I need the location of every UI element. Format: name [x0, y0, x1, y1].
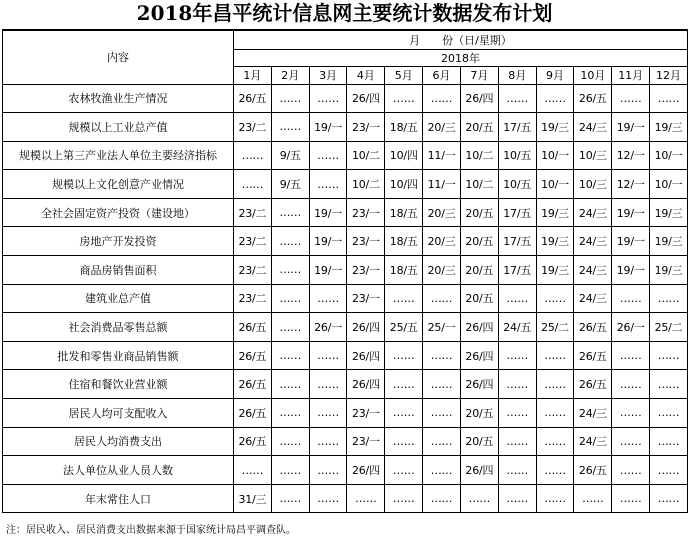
schedule-cell: 10/五 [498, 141, 536, 170]
schedule-cell: 20/五 [460, 256, 498, 285]
schedule-cell: 12/一 [612, 170, 650, 199]
schedule-cell: 19/一 [309, 198, 347, 227]
schedule-cell: …… [612, 84, 650, 113]
month-header: 1月 [234, 66, 272, 84]
schedule-cell: …… [650, 484, 688, 513]
schedule-cell: …… [271, 284, 309, 313]
schedule-cell: …… [347, 484, 385, 513]
schedule-cell: …… [271, 427, 309, 456]
row-label: 法人单位从业人员人数 [3, 456, 234, 485]
schedule-cell: 11/一 [423, 141, 461, 170]
schedule-cell: …… [650, 456, 688, 485]
schedule-cell: 19/三 [650, 227, 688, 256]
schedule-cell: 26/五 [234, 313, 272, 342]
schedule-cell: 17/五 [498, 256, 536, 285]
schedule-cell: 25/一 [423, 313, 461, 342]
schedule-cell: 26/五 [234, 341, 272, 370]
schedule-cell: …… [498, 427, 536, 456]
schedule-cell: …… [385, 341, 423, 370]
schedule-cell: 26/四 [460, 456, 498, 485]
schedule-cell: …… [650, 370, 688, 399]
schedule-cell: 10/一 [650, 170, 688, 199]
schedule-cell: …… [612, 456, 650, 485]
month-header: 12月 [650, 66, 688, 84]
table-row [3, 84, 688, 113]
schedule-cell: 19/一 [309, 227, 347, 256]
schedule-cell: …… [385, 456, 423, 485]
schedule-table [2, 29, 688, 513]
schedule-cell: …… [309, 84, 347, 113]
row-label: 社会消费品零售总额 [3, 313, 234, 342]
schedule-cell: …… [271, 256, 309, 285]
row-label: 批发和零售业商品销售额 [3, 341, 234, 370]
schedule-cell: 18/五 [385, 113, 423, 142]
month-header: 6月 [423, 66, 461, 84]
schedule-cell: …… [309, 170, 347, 199]
schedule-cell: 26/一 [612, 313, 650, 342]
schedule-cell: 23/一 [347, 427, 385, 456]
schedule-cell: 24/三 [574, 256, 612, 285]
schedule-cell: 23/一 [347, 399, 385, 428]
schedule-cell: …… [536, 399, 574, 428]
table-row [3, 341, 688, 370]
schedule-cell: 26/四 [347, 370, 385, 399]
schedule-cell: 26/五 [574, 313, 612, 342]
schedule-cell: 26/一 [309, 313, 347, 342]
schedule-cell: …… [536, 484, 574, 513]
schedule-cell: 20/三 [423, 198, 461, 227]
schedule-cell: …… [271, 313, 309, 342]
schedule-cell: …… [423, 484, 461, 513]
schedule-cell: 31/三 [234, 484, 272, 513]
schedule-cell: 24/三 [574, 399, 612, 428]
schedule-cell: 26/五 [574, 456, 612, 485]
schedule-cell: …… [234, 170, 272, 199]
schedule-cell: 26/五 [234, 427, 272, 456]
schedule-cell: …… [612, 341, 650, 370]
schedule-cell: 10/一 [650, 141, 688, 170]
schedule-cell: 24/三 [574, 427, 612, 456]
row-label: 建筑业总产值 [3, 284, 234, 313]
schedule-cell: 10/四 [385, 141, 423, 170]
table-row [3, 141, 688, 170]
schedule-cell: …… [498, 484, 536, 513]
year-header: 2018年 [234, 49, 688, 66]
month-header: 9月 [536, 66, 574, 84]
schedule-cell: …… [309, 456, 347, 485]
schedule-cell: 10/二 [460, 170, 498, 199]
row-label: 住宿和餐饮业营业额 [3, 370, 234, 399]
schedule-cell: 10/二 [347, 141, 385, 170]
schedule-cell: …… [309, 399, 347, 428]
schedule-cell: 10/一 [536, 170, 574, 199]
schedule-cell: 26/四 [347, 341, 385, 370]
schedule-cell: 24/五 [498, 313, 536, 342]
table-row [3, 456, 688, 485]
schedule-cell: …… [271, 113, 309, 142]
schedule-cell: …… [612, 484, 650, 513]
schedule-cell: …… [309, 341, 347, 370]
row-label: 商品房销售面积 [3, 256, 234, 285]
schedule-cell: 25/二 [536, 313, 574, 342]
schedule-cell: 23/一 [347, 256, 385, 285]
schedule-cell: 26/四 [460, 313, 498, 342]
table-row [3, 313, 688, 342]
month-header: 8月 [498, 66, 536, 84]
table-row [3, 484, 688, 513]
schedule-cell: 20/五 [460, 284, 498, 313]
schedule-cell: 23/一 [347, 227, 385, 256]
schedule-cell: 20/五 [460, 113, 498, 142]
table-row [3, 370, 688, 399]
schedule-cell: …… [423, 284, 461, 313]
schedule-cell: …… [271, 399, 309, 428]
schedule-cell: 10/三 [574, 170, 612, 199]
schedule-cell: 17/五 [498, 198, 536, 227]
schedule-cell: 25/二 [650, 313, 688, 342]
schedule-cell: …… [536, 341, 574, 370]
schedule-cell: 10/五 [498, 170, 536, 199]
schedule-cell: …… [574, 484, 612, 513]
schedule-cell: 23/一 [347, 113, 385, 142]
schedule-cell: …… [498, 341, 536, 370]
schedule-cell: …… [385, 427, 423, 456]
schedule-cell: 19/三 [650, 198, 688, 227]
schedule-cell: 18/五 [385, 256, 423, 285]
schedule-cell: …… [650, 427, 688, 456]
schedule-cell: …… [650, 84, 688, 113]
schedule-cell: …… [650, 341, 688, 370]
schedule-cell: …… [271, 341, 309, 370]
schedule-cell: 20/三 [423, 227, 461, 256]
schedule-cell: 10/四 [385, 170, 423, 199]
schedule-cell: 19/三 [536, 256, 574, 285]
table-row [3, 399, 688, 428]
schedule-cell: 11/一 [423, 170, 461, 199]
month-header: 3月 [309, 66, 347, 84]
schedule-cell: 26/四 [460, 341, 498, 370]
schedule-cell: …… [536, 427, 574, 456]
schedule-cell: …… [385, 284, 423, 313]
row-label: 农林牧渔业生产情况 [3, 84, 234, 113]
schedule-cell: 23/二 [234, 113, 272, 142]
schedule-cell: 26/五 [234, 399, 272, 428]
schedule-cell: 18/五 [385, 198, 423, 227]
schedule-cell: …… [271, 227, 309, 256]
schedule-cell: …… [612, 370, 650, 399]
table-row [3, 227, 688, 256]
schedule-cell: 23/二 [234, 284, 272, 313]
schedule-cell: 10/一 [536, 141, 574, 170]
schedule-cell: …… [423, 370, 461, 399]
schedule-cell: …… [498, 284, 536, 313]
schedule-cell: 19/一 [612, 113, 650, 142]
schedule-cell: …… [498, 456, 536, 485]
schedule-cell: 26/四 [347, 84, 385, 113]
schedule-cell: …… [271, 198, 309, 227]
schedule-cell: …… [612, 284, 650, 313]
month-header: 10月 [574, 66, 612, 84]
schedule-cell: …… [234, 141, 272, 170]
schedule-cell: 26/四 [460, 84, 498, 113]
month-header: 11月 [612, 66, 650, 84]
row-label: 规模以上第三产业法人单位主要经济指标 [3, 141, 234, 170]
schedule-cell: …… [385, 370, 423, 399]
schedule-cell: 17/五 [498, 227, 536, 256]
schedule-cell: …… [234, 456, 272, 485]
schedule-cell: …… [536, 84, 574, 113]
row-label: 全社会固定资产投资（建设地） [3, 198, 234, 227]
month-header: 5月 [385, 66, 423, 84]
schedule-cell: …… [612, 427, 650, 456]
schedule-cell: 20/五 [460, 427, 498, 456]
schedule-cell: 26/五 [574, 84, 612, 113]
schedule-cell: 24/三 [574, 227, 612, 256]
schedule-cell: 19/一 [309, 113, 347, 142]
schedule-cell: 24/三 [574, 113, 612, 142]
schedule-cell: 24/三 [574, 198, 612, 227]
schedule-cell: …… [423, 456, 461, 485]
schedule-cell: 19/一 [309, 256, 347, 285]
schedule-cell: 26/五 [574, 370, 612, 399]
schedule-cell: 20/三 [423, 256, 461, 285]
schedule-cell: …… [423, 341, 461, 370]
table-row [3, 427, 688, 456]
schedule-cell: …… [498, 370, 536, 399]
table-row [3, 113, 688, 142]
row-label: 规模以上文化创意产业情况 [3, 170, 234, 199]
schedule-cell: 12/一 [612, 141, 650, 170]
schedule-cell: …… [309, 427, 347, 456]
schedule-cell: 19/三 [650, 113, 688, 142]
schedule-cell: 23/一 [347, 198, 385, 227]
schedule-cell: …… [650, 284, 688, 313]
table-row [3, 284, 688, 313]
schedule-cell: 26/五 [234, 84, 272, 113]
schedule-cell: 26/四 [347, 313, 385, 342]
schedule-cell: 23/一 [347, 284, 385, 313]
schedule-cell: …… [271, 84, 309, 113]
schedule-cell: …… [498, 84, 536, 113]
row-label: 规模以上工业总产值 [3, 113, 234, 142]
schedule-cell: …… [423, 427, 461, 456]
schedule-cell: 26/四 [460, 370, 498, 399]
row-label: 房地产开发投资 [3, 227, 234, 256]
month-header: 2月 [271, 66, 309, 84]
schedule-cell: 26/四 [347, 456, 385, 485]
row-label: 居民人均可支配收入 [3, 399, 234, 428]
schedule-cell: …… [498, 399, 536, 428]
schedule-cell: 10/二 [460, 141, 498, 170]
schedule-cell: 23/二 [234, 198, 272, 227]
schedule-cell: 20/五 [460, 227, 498, 256]
schedule-cell: …… [385, 399, 423, 428]
schedule-cell: …… [385, 484, 423, 513]
schedule-cell: 20/五 [460, 198, 498, 227]
schedule-cell: 19/三 [536, 198, 574, 227]
schedule-cell: …… [536, 456, 574, 485]
schedule-cell: …… [536, 370, 574, 399]
schedule-cell: 9/五 [271, 141, 309, 170]
schedule-cell: …… [536, 284, 574, 313]
schedule-cell: …… [309, 141, 347, 170]
schedule-cell: 10/三 [574, 141, 612, 170]
table-row [3, 198, 688, 227]
schedule-cell: 24/三 [574, 284, 612, 313]
table-row [3, 170, 688, 199]
schedule-cell: …… [309, 484, 347, 513]
schedule-cell: 19/一 [612, 198, 650, 227]
schedule-cell: …… [309, 370, 347, 399]
schedule-cell: …… [271, 370, 309, 399]
schedule-cell: 10/二 [347, 170, 385, 199]
schedule-cell: …… [460, 484, 498, 513]
schedule-cell: …… [650, 399, 688, 428]
schedule-cell: 26/五 [574, 341, 612, 370]
schedule-cell: 20/五 [460, 399, 498, 428]
month-header: 4月 [347, 66, 385, 84]
schedule-cell: 17/五 [498, 113, 536, 142]
schedule-cell: …… [271, 456, 309, 485]
month-header: 7月 [460, 66, 498, 84]
schedule-cell: 19/三 [650, 256, 688, 285]
schedule-cell: 18/五 [385, 227, 423, 256]
row-label: 年末常住人口 [3, 484, 234, 513]
footnote: 注：居民收入、居民消费支出数据来源于国家统计局昌平调查队。 [6, 525, 296, 536]
schedule-cell: 23/二 [234, 256, 272, 285]
schedule-cell: 9/五 [271, 170, 309, 199]
month-day-header: 月 份（日/星期） [234, 30, 688, 49]
schedule-cell: …… [309, 284, 347, 313]
schedule-cell: …… [612, 399, 650, 428]
schedule-cell: 23/二 [234, 227, 272, 256]
content-header: 内容 [3, 30, 234, 84]
table-row [3, 256, 688, 285]
page-title: 2018年昌平统计信息网主要统计数据发布计划 [136, 1, 553, 25]
schedule-cell: 19/三 [536, 227, 574, 256]
schedule-cell: 19/一 [612, 227, 650, 256]
schedule-cell: 19/三 [536, 113, 574, 142]
schedule-cell: …… [423, 84, 461, 113]
schedule-cell: 25/五 [385, 313, 423, 342]
schedule-cell: 26/五 [234, 370, 272, 399]
schedule-cell: …… [423, 399, 461, 428]
schedule-cell: 19/一 [612, 256, 650, 285]
schedule-cell: 20/三 [423, 113, 461, 142]
schedule-cell: …… [385, 84, 423, 113]
row-label: 居民人均消费支出 [3, 427, 234, 456]
schedule-cell: …… [271, 484, 309, 513]
